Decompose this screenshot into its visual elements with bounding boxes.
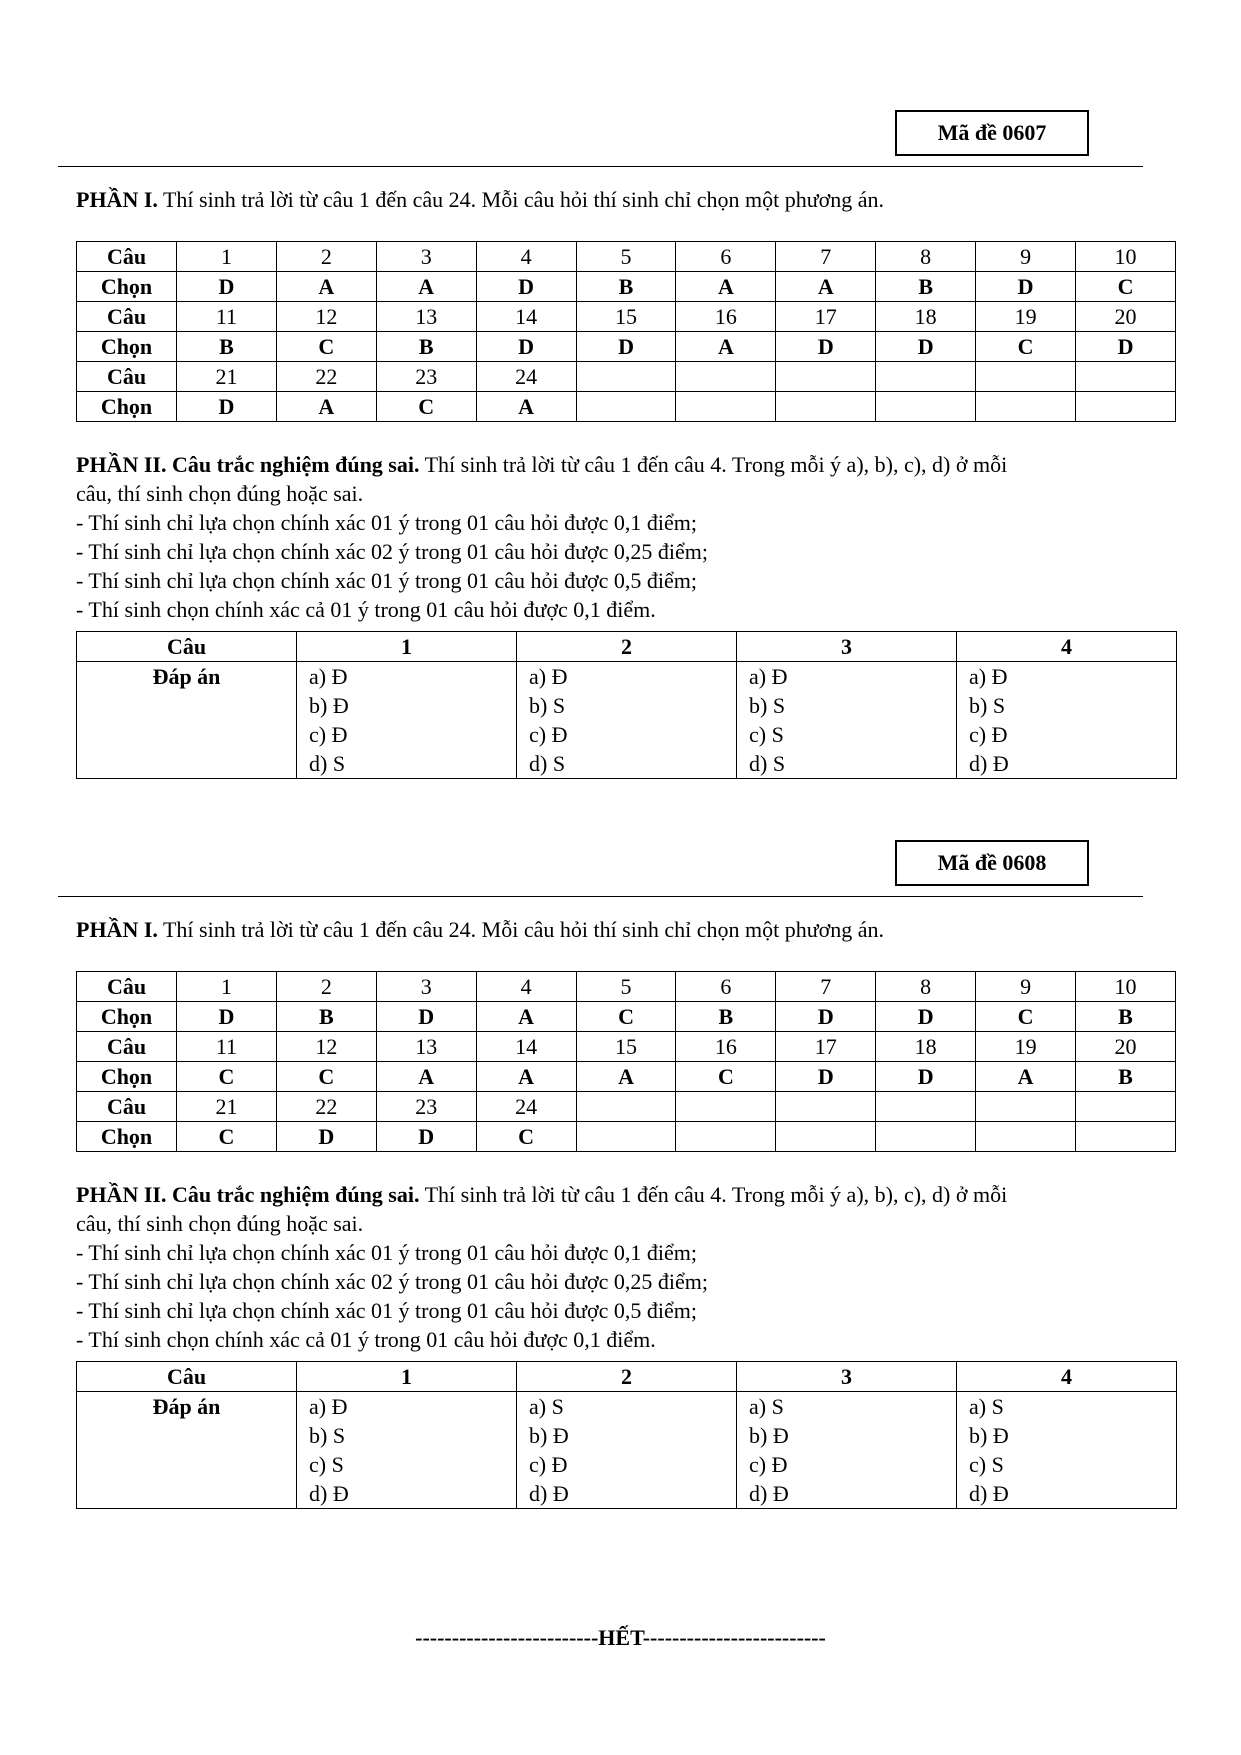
answer-cell: D — [1076, 332, 1176, 362]
question-number-cell: 2 — [276, 242, 376, 272]
row-label-answer: Chọn — [77, 1122, 177, 1152]
part1-title-text: Thí sinh trả lời từ câu 1 đến câu 24. Mỗi câu hỏi thí sinh chỉ chọn một phương án. — [157, 917, 885, 942]
answer-cell — [776, 1122, 876, 1152]
part1-title-text: Thí sinh trả lời từ câu 1 đến câu 24. Mỗi câu hỏi thí sinh chỉ chọn một phương án. — [157, 187, 885, 212]
true-false-answer: d) S — [529, 751, 566, 776]
true-false-answers-cell — [297, 662, 517, 779]
part2-title — [76, 450, 1176, 479]
question-number-cell — [676, 1092, 776, 1122]
answer-cell: D — [177, 272, 277, 302]
answer-cell: A — [976, 1062, 1076, 1092]
answer-cell — [976, 392, 1076, 422]
answer-cell: B — [1076, 1002, 1176, 1032]
row-label-answer: Chọn — [77, 392, 177, 422]
question-number-cell: 23 — [376, 362, 476, 392]
true-false-answer: d) S — [749, 751, 786, 776]
question-number-cell: 7 — [776, 242, 876, 272]
question-number-row — [77, 242, 1176, 272]
answer-cell: A — [376, 1062, 476, 1092]
answer-label: Đáp án — [77, 1392, 297, 1509]
question-number-cell: 7 — [776, 972, 876, 1002]
true-false-answer: a) S — [969, 1394, 1004, 1419]
part2-header-row — [77, 632, 1177, 662]
question-header-cell: 3 — [737, 1362, 957, 1392]
true-false-answer: c) Đ — [749, 1452, 788, 1477]
question-number-cell: 4 — [476, 972, 576, 1002]
true-false-answers-cell — [517, 1392, 737, 1509]
answer-cell: C — [676, 1062, 776, 1092]
header-label: Câu — [77, 1362, 297, 1392]
answer-cell: D — [876, 1002, 976, 1032]
row-label-question: Câu — [77, 972, 177, 1002]
question-number-cell — [776, 1092, 876, 1122]
question-number-cell: 20 — [1076, 302, 1176, 332]
question-number-cell: 18 — [876, 302, 976, 332]
answer-cell: A — [476, 1062, 576, 1092]
question-number-cell: 10 — [1076, 972, 1176, 1002]
answer-cell: D — [776, 1062, 876, 1092]
answer-cell — [876, 392, 976, 422]
question-header-cell: 4 — [957, 1362, 1177, 1392]
true-false-answer: d) Đ — [529, 1481, 569, 1506]
answer-row — [77, 272, 1176, 302]
part2-title-line2: câu, thí sinh chọn đúng hoặc sai. — [76, 481, 364, 506]
question-number-cell: 12 — [276, 302, 376, 332]
answer-cell: C — [177, 1122, 277, 1152]
row-label-question: Câu — [77, 362, 177, 392]
question-number-cell: 5 — [576, 242, 676, 272]
question-header-cell: 4 — [957, 632, 1177, 662]
true-false-answer: b) S — [969, 693, 1006, 718]
part2-answer-row — [77, 662, 1177, 779]
true-false-answer: d) Đ — [969, 1481, 1009, 1506]
answer-cell: D — [376, 1002, 476, 1032]
answer-row — [77, 1062, 1176, 1092]
scoring-rule: - Thí sinh chỉ lựa chọn chính xác 02 ý trong 01 câu hỏi được 0,25 điểm; — [76, 539, 709, 564]
scoring-rule: - Thí sinh chọn chính xác cả 01 ý trong 01 câu hỏi được 0,1 điểm. — [76, 597, 656, 622]
question-number-cell — [876, 1092, 976, 1122]
question-number-cell: 19 — [976, 1032, 1076, 1062]
question-number-cell — [576, 1092, 676, 1122]
question-header-cell: 2 — [517, 632, 737, 662]
part1-title-bold: PHẦN I. — [76, 187, 158, 212]
question-number-cell: 24 — [476, 362, 576, 392]
exam-section — [0, 830, 1241, 1530]
header-label: Câu — [77, 632, 297, 662]
true-false-answer: b) S — [749, 693, 786, 718]
part1-answer-table — [76, 971, 1176, 1152]
scoring-rule: - Thí sinh chỉ lựa chọn chính xác 01 ý trong 01 câu hỏi được 0,5 điểm; — [76, 1298, 698, 1323]
true-false-answer: a) S — [529, 1394, 564, 1419]
part2-title-text: Thí sinh trả lời từ câu 1 đến câu 4. Trong mỗi ý a), b), c), d) ở mỗi — [419, 452, 1008, 477]
answer-cell: B — [576, 272, 676, 302]
question-number-cell: 14 — [476, 1032, 576, 1062]
question-number-cell: 13 — [376, 1032, 476, 1062]
true-false-answers-cell — [517, 662, 737, 779]
true-false-answer: b) Đ — [969, 1423, 1009, 1448]
row-label-question: Câu — [77, 302, 177, 332]
answer-cell: D — [776, 1002, 876, 1032]
answer-cell: B — [1076, 1062, 1176, 1092]
true-false-answer: b) Đ — [309, 693, 349, 718]
true-false-answer: d) Đ — [969, 751, 1009, 776]
question-number-cell: 16 — [676, 1032, 776, 1062]
true-false-answer: c) Đ — [309, 722, 348, 747]
true-false-answer: c) Đ — [969, 722, 1008, 747]
true-false-answer: c) Đ — [529, 1452, 568, 1477]
question-number-cell: 6 — [676, 242, 776, 272]
answer-cell — [676, 392, 776, 422]
question-number-cell: 19 — [976, 302, 1076, 332]
answer-cell: A — [276, 272, 376, 302]
answer-cell: D — [177, 392, 277, 422]
true-false-answer: a) Đ — [749, 664, 788, 689]
scoring-rule: - Thí sinh chỉ lựa chọn chính xác 01 ý trong 01 câu hỏi được 0,1 điểm; — [76, 1240, 698, 1265]
question-number-row — [77, 362, 1176, 392]
answer-cell — [876, 1122, 976, 1152]
question-number-cell: 12 — [276, 1032, 376, 1062]
part2-header-row — [77, 1362, 1177, 1392]
exam-code-box: Mã đề 0608 — [895, 840, 1089, 886]
answer-cell: B — [276, 1002, 376, 1032]
part2-title — [76, 1180, 1176, 1209]
question-number-cell: 18 — [876, 1032, 976, 1062]
answer-cell: D — [876, 1062, 976, 1092]
question-number-row — [77, 1092, 1176, 1122]
true-false-answers-cell — [737, 1392, 957, 1509]
answer-row — [77, 1002, 1176, 1032]
question-number-row — [77, 1032, 1176, 1062]
question-number-cell: 1 — [177, 242, 277, 272]
answer-cell — [776, 392, 876, 422]
part2-instructions — [76, 450, 1176, 624]
row-label-answer: Chọn — [77, 332, 177, 362]
part2-answer-table — [76, 631, 1177, 779]
answer-row — [77, 332, 1176, 362]
true-false-answers-cell — [957, 1392, 1177, 1509]
answer-cell: A — [676, 272, 776, 302]
true-false-answer: d) Đ — [749, 1481, 789, 1506]
question-number-cell: 8 — [876, 242, 976, 272]
question-number-cell: 15 — [576, 302, 676, 332]
row-label-question: Câu — [77, 1092, 177, 1122]
exam-section — [0, 100, 1241, 800]
question-number-cell: 21 — [177, 1092, 277, 1122]
question-number-cell: 3 — [376, 242, 476, 272]
answer-cell: C — [376, 392, 476, 422]
question-number-cell: 14 — [476, 302, 576, 332]
true-false-answers-cell — [737, 662, 957, 779]
answer-cell: D — [476, 332, 576, 362]
row-label-answer: Chọn — [77, 1002, 177, 1032]
part2-title-bold: PHẦN II. Câu trắc nghiệm đúng sai. — [76, 452, 420, 477]
true-false-answer: b) Đ — [749, 1423, 789, 1448]
end-marker: -------------------------HẾT------------------------- — [415, 1625, 826, 1650]
answer-cell: D — [776, 332, 876, 362]
question-header-cell: 2 — [517, 1362, 737, 1392]
answer-cell: D — [376, 1122, 476, 1152]
row-label-question: Câu — [77, 242, 177, 272]
answer-cell: D — [876, 332, 976, 362]
answer-cell — [976, 1122, 1076, 1152]
question-number-cell: 20 — [1076, 1032, 1176, 1062]
true-false-answer: a) Đ — [969, 664, 1008, 689]
question-number-cell — [776, 362, 876, 392]
answer-cell: D — [976, 272, 1076, 302]
answer-cell: C — [976, 1002, 1076, 1032]
true-false-answer: b) S — [309, 1423, 346, 1448]
part2-title-line2: câu, thí sinh chọn đúng hoặc sai. — [76, 1211, 364, 1236]
question-number-cell: 6 — [676, 972, 776, 1002]
question-number-cell: 24 — [476, 1092, 576, 1122]
scoring-rule: - Thí sinh chỉ lựa chọn chính xác 02 ý trong 01 câu hỏi được 0,25 điểm; — [76, 1269, 709, 1294]
answer-cell: C — [1076, 272, 1176, 302]
question-number-cell: 15 — [576, 1032, 676, 1062]
true-false-answer: a) Đ — [309, 1394, 348, 1419]
question-number-cell: 4 — [476, 242, 576, 272]
question-number-row — [77, 302, 1176, 332]
question-number-cell: 11 — [177, 302, 277, 332]
question-number-cell: 2 — [276, 972, 376, 1002]
answer-cell: C — [576, 1002, 676, 1032]
true-false-answer: c) S — [969, 1452, 1004, 1477]
part2-title-bold: PHẦN II. Câu trắc nghiệm đúng sai. — [76, 1182, 420, 1207]
question-number-cell: 17 — [776, 302, 876, 332]
divider-line — [58, 166, 1143, 167]
question-number-cell: 10 — [1076, 242, 1176, 272]
question-number-cell: 23 — [376, 1092, 476, 1122]
question-number-cell: 13 — [376, 302, 476, 332]
part2-answer-table — [76, 1361, 1177, 1509]
answer-cell: C — [276, 332, 376, 362]
part1-title-bold: PHẦN I. — [76, 917, 158, 942]
question-number-cell: 17 — [776, 1032, 876, 1062]
divider-line — [58, 896, 1143, 897]
answer-cell — [1076, 1122, 1176, 1152]
answer-cell — [1076, 392, 1176, 422]
question-number-cell — [1076, 1092, 1176, 1122]
part1-answer-table — [76, 241, 1176, 422]
question-header-cell: 1 — [297, 632, 517, 662]
answer-cell: A — [676, 332, 776, 362]
scoring-rule: - Thí sinh chọn chính xác cả 01 ý trong 01 câu hỏi được 0,1 điểm. — [76, 1327, 656, 1352]
question-number-cell — [676, 362, 776, 392]
answer-cell: D — [177, 1002, 277, 1032]
answer-cell: D — [576, 332, 676, 362]
question-number-cell — [976, 362, 1076, 392]
question-header-cell: 1 — [297, 1362, 517, 1392]
answer-cell: A — [476, 392, 576, 422]
scoring-rule: - Thí sinh chỉ lựa chọn chính xác 01 ý trong 01 câu hỏi được 0,5 điểm; — [76, 568, 698, 593]
answer-cell — [576, 392, 676, 422]
question-number-cell: 16 — [676, 302, 776, 332]
true-false-answer: c) S — [749, 722, 784, 747]
true-false-answer: b) Đ — [529, 1423, 569, 1448]
true-false-answer: a) Đ — [529, 664, 568, 689]
question-number-cell: 21 — [177, 362, 277, 392]
answer-cell: D — [476, 272, 576, 302]
exam-code-box: Mã đề 0607 — [895, 110, 1089, 156]
row-label-answer: Chọn — [77, 1062, 177, 1092]
question-number-cell — [576, 362, 676, 392]
answer-label: Đáp án — [77, 662, 297, 779]
question-number-cell — [876, 362, 976, 392]
question-number-cell: 9 — [976, 242, 1076, 272]
true-false-answer: d) S — [309, 751, 346, 776]
question-number-cell: 3 — [376, 972, 476, 1002]
true-false-answer: d) Đ — [309, 1481, 349, 1506]
true-false-answer: b) S — [529, 693, 566, 718]
true-false-answers-cell — [297, 1392, 517, 1509]
question-number-row — [77, 972, 1176, 1002]
answer-row — [77, 392, 1176, 422]
answer-row — [77, 1122, 1176, 1152]
question-number-cell: 8 — [876, 972, 976, 1002]
answer-cell: B — [676, 1002, 776, 1032]
answer-cell: A — [776, 272, 876, 302]
answer-cell: D — [276, 1122, 376, 1152]
answer-cell: C — [177, 1062, 277, 1092]
answer-cell: A — [276, 392, 376, 422]
part2-answer-row — [77, 1392, 1177, 1509]
question-number-cell: 5 — [576, 972, 676, 1002]
true-false-answer: c) S — [309, 1452, 344, 1477]
part1-title — [76, 186, 1176, 214]
answer-cell: B — [177, 332, 277, 362]
row-label-question: Câu — [77, 1032, 177, 1062]
answer-cell: C — [976, 332, 1076, 362]
question-number-cell: 9 — [976, 972, 1076, 1002]
scoring-rule: - Thí sinh chỉ lựa chọn chính xác 01 ý trong 01 câu hỏi được 0,1 điểm; — [76, 510, 698, 535]
true-false-answer: c) Đ — [529, 722, 568, 747]
answer-cell: B — [376, 332, 476, 362]
answer-cell — [676, 1122, 776, 1152]
part2-title-text: Thí sinh trả lời từ câu 1 đến câu 4. Trong mỗi ý a), b), c), d) ở mỗi — [419, 1182, 1008, 1207]
answer-cell: A — [476, 1002, 576, 1032]
true-false-answers-cell — [957, 662, 1177, 779]
row-label-answer: Chọn — [77, 272, 177, 302]
true-false-answer: a) S — [749, 1394, 784, 1419]
true-false-answer: a) Đ — [309, 664, 348, 689]
question-number-cell: 22 — [276, 1092, 376, 1122]
question-number-cell: 22 — [276, 362, 376, 392]
part2-instructions — [76, 1180, 1176, 1354]
question-number-cell: 1 — [177, 972, 277, 1002]
answer-cell — [576, 1122, 676, 1152]
answer-cell: A — [576, 1062, 676, 1092]
answer-cell: C — [276, 1062, 376, 1092]
question-header-cell: 3 — [737, 632, 957, 662]
answer-cell: C — [476, 1122, 576, 1152]
question-number-cell — [976, 1092, 1076, 1122]
question-number-cell: 11 — [177, 1032, 277, 1062]
part1-title — [76, 916, 1176, 944]
answer-cell: B — [876, 272, 976, 302]
question-number-cell — [1076, 362, 1176, 392]
answer-cell: A — [376, 272, 476, 302]
